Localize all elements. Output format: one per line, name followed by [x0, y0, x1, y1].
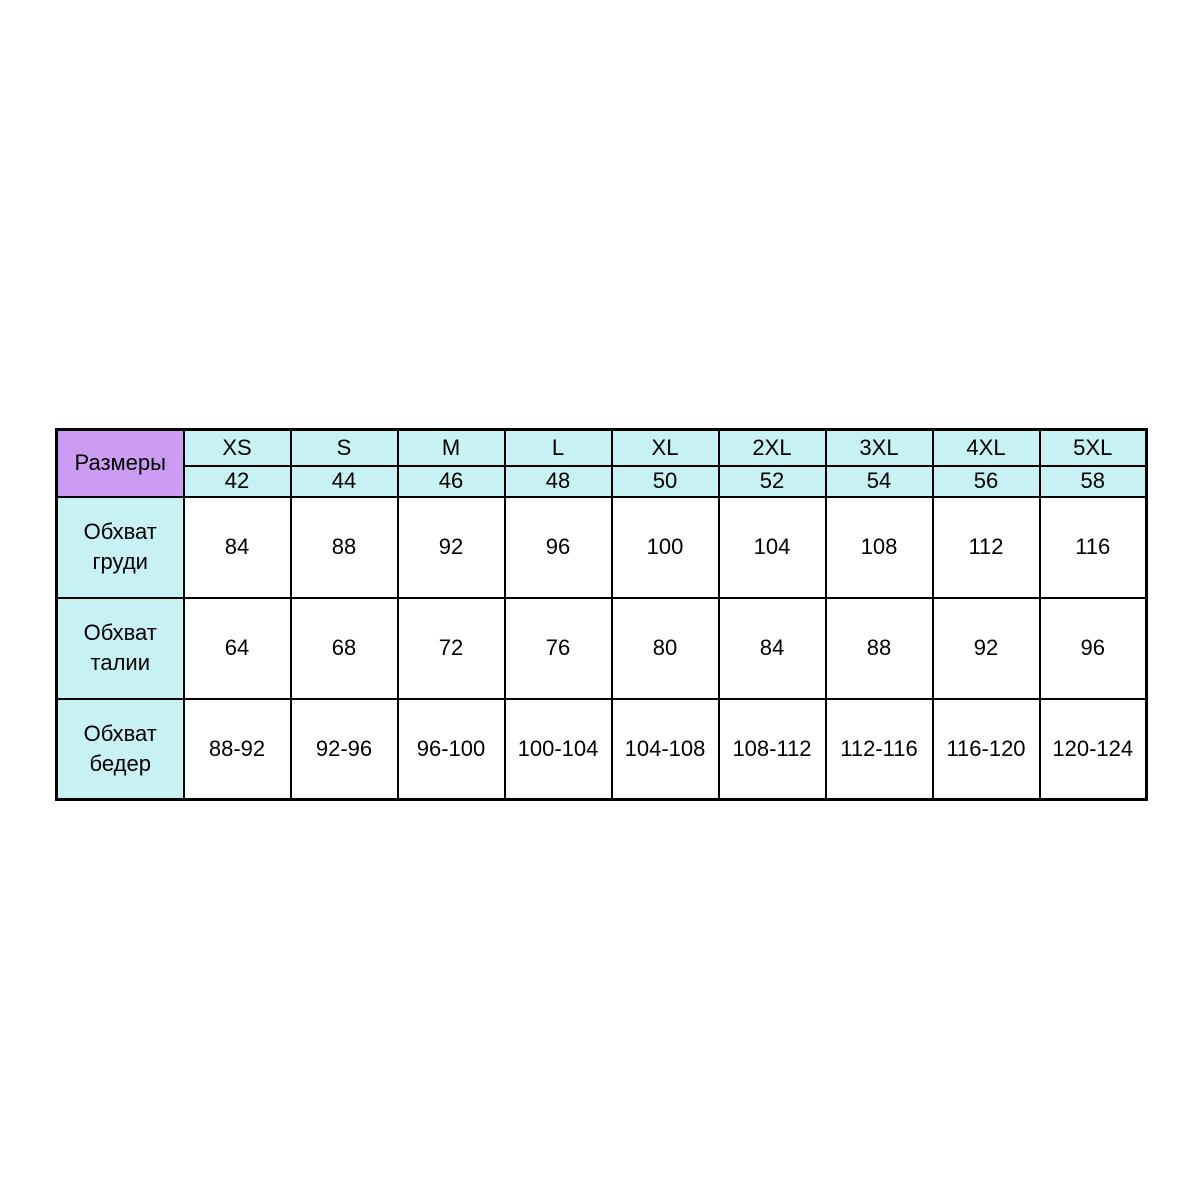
measurement-value-cell: 92: [933, 598, 1040, 699]
size-number-cell: 52: [719, 466, 826, 497]
measurement-value-cell: 76: [505, 598, 612, 699]
measurement-value-cell: 92-96: [291, 699, 398, 800]
measurement-value-cell: 88: [291, 497, 398, 598]
size-letter-cell: XS: [184, 430, 291, 466]
measurement-value-cell: 100: [612, 497, 719, 598]
measurement-label-cell: Обхват талии: [57, 598, 184, 699]
measurement-value-cell: 96: [505, 497, 612, 598]
measurement-value-cell: 100-104: [505, 699, 612, 800]
measurement-value-cell: 112: [933, 497, 1040, 598]
measurement-row: [57, 497, 1147, 598]
size-numbers-row: [57, 466, 1147, 497]
measurement-value-cell: 108: [826, 497, 933, 598]
measurement-value-cell: 64: [184, 598, 291, 699]
measurement-value-cell: 116: [1040, 497, 1147, 598]
measurement-value-cell: 108-112: [719, 699, 826, 800]
size-letter-cell: XL: [612, 430, 719, 466]
measurement-value-cell: 92: [398, 497, 505, 598]
size-letter-cell: 2XL: [719, 430, 826, 466]
measurement-value-cell: 116-120: [933, 699, 1040, 800]
size-letter-cell: M: [398, 430, 505, 466]
measurement-value-cell: 84: [184, 497, 291, 598]
measurement-value-cell: 88: [826, 598, 933, 699]
measurement-value-cell: 68: [291, 598, 398, 699]
size-letters-row: [57, 430, 1147, 466]
size-number-cell: 42: [184, 466, 291, 497]
size-chart-body: [57, 430, 1147, 800]
size-letter-cell: S: [291, 430, 398, 466]
measurement-value-cell: 88-92: [184, 699, 291, 800]
size-number-cell: 44: [291, 466, 398, 497]
measurement-value-cell: 104-108: [612, 699, 719, 800]
measurement-value-cell: 84: [719, 598, 826, 699]
size-letter-cell: L: [505, 430, 612, 466]
size-number-cell: 46: [398, 466, 505, 497]
measurement-row: [57, 598, 1147, 699]
measurement-value-cell: 96: [1040, 598, 1147, 699]
size-chart-table: [55, 428, 1148, 801]
measurement-value-cell: 80: [612, 598, 719, 699]
measurement-value-cell: 104: [719, 497, 826, 598]
measurement-value-cell: 120-124: [1040, 699, 1147, 800]
sizes-corner-cell: Размеры: [57, 430, 184, 497]
size-number-cell: 58: [1040, 466, 1147, 497]
size-letter-cell: 5XL: [1040, 430, 1147, 466]
size-number-cell: 48: [505, 466, 612, 497]
measurement-value-cell: 72: [398, 598, 505, 699]
measurement-value-cell: 112-116: [826, 699, 933, 800]
measurement-label-cell: Обхват бедер: [57, 699, 184, 800]
measurement-row: [57, 699, 1147, 800]
size-letter-cell: 4XL: [933, 430, 1040, 466]
size-number-cell: 50: [612, 466, 719, 497]
measurement-label-cell: Обхват груди: [57, 497, 184, 598]
size-number-cell: 56: [933, 466, 1040, 497]
size-letter-cell: 3XL: [826, 430, 933, 466]
size-number-cell: 54: [826, 466, 933, 497]
measurement-value-cell: 96-100: [398, 699, 505, 800]
